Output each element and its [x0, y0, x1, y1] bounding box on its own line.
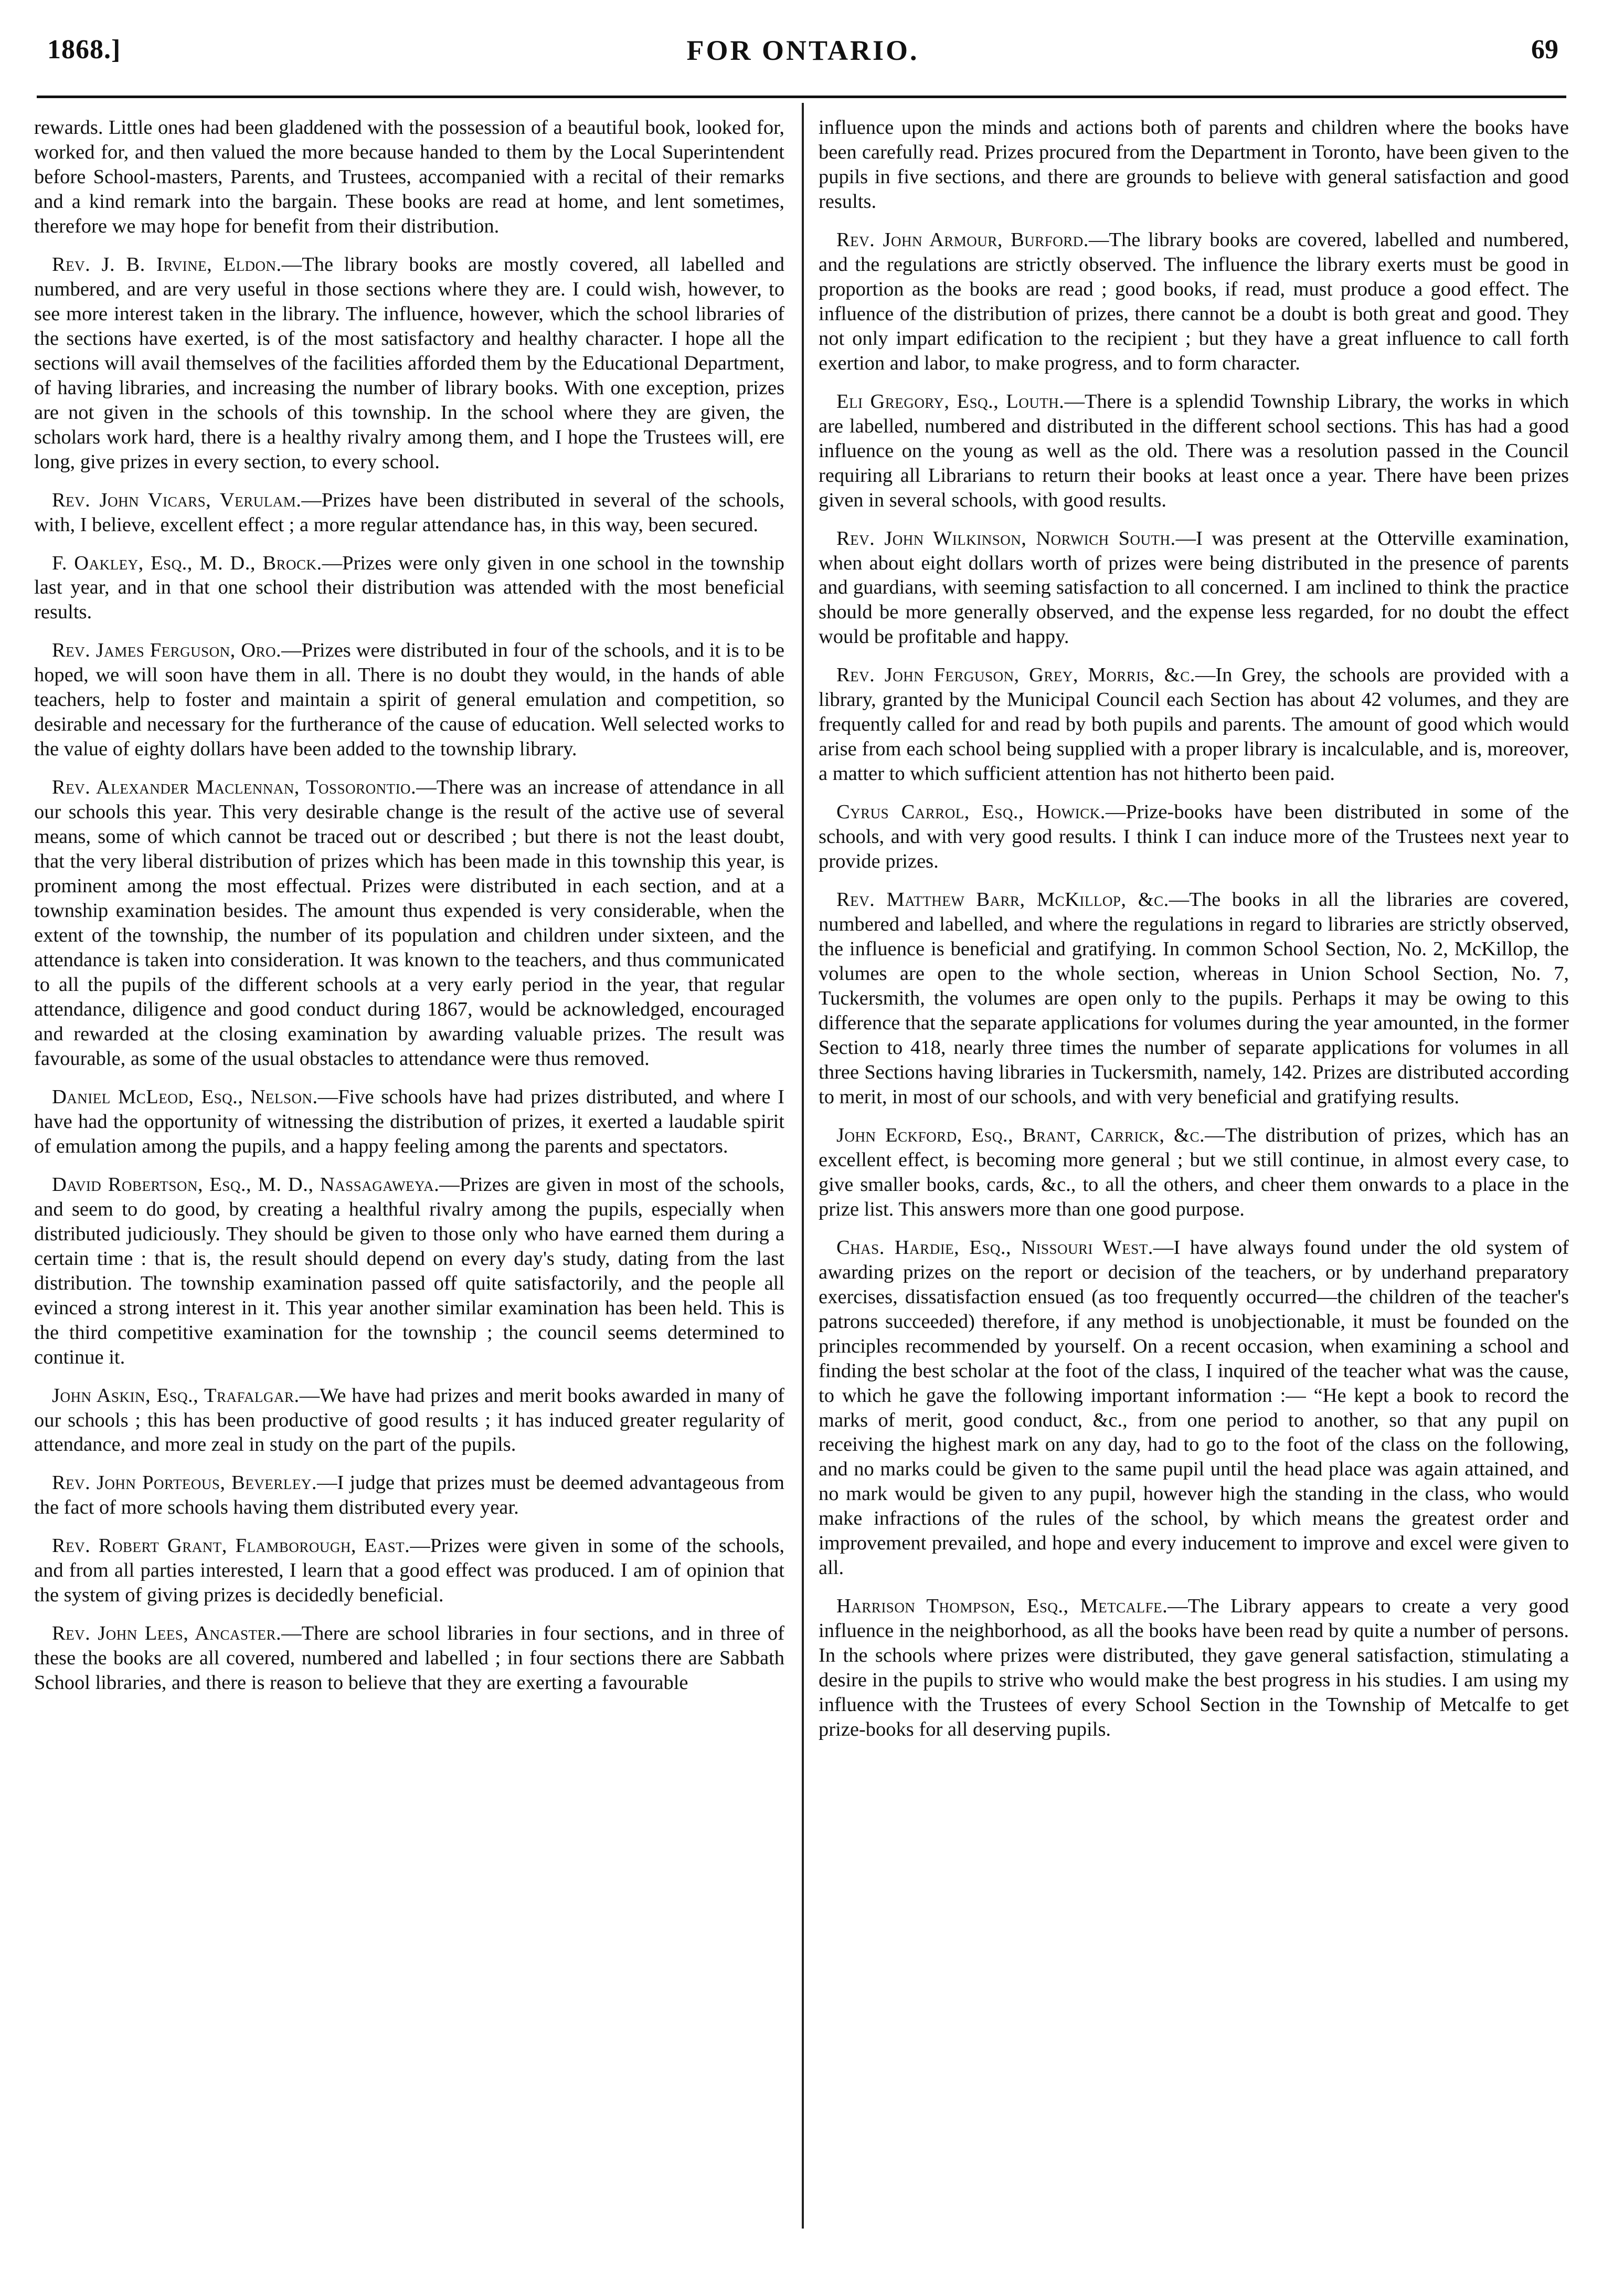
paragraph-text: —I have always found under the old system of awarding prizes on the report or decision of the teachers, or by underhand preparatory exercises, dissatisfaction ensued (as too frequently occurred—the children of the teacher's patrons succeeded) therefore, if any method is unobjectionable, it must be founded on the principles recommended by yourself. On a recent occasion, when examining a school and finding the best scholar at the foot of the class, I inquired of the teacher what was the cause, to which he gave the following important information :— “He kept a book to record the marks of merit, good conduct, &c., from one period to another, so that any pupil on receiving the highest mark on any day, had to go to the foot of the class on the following, and no marks could be given to the same pupil until the head place was again attained, and no mark would be given to any pupil, however high the standing in the class, who would make infractions of the rules of the school, by which means the greatest order and improvement prevailed, and hope and every inducement to improve and excel were given to all. [819, 1236, 1569, 1579]
left-column [34, 115, 784, 1709]
paragraph [34, 1534, 784, 1608]
paragraph-lead: Eli Gregory, Esq., Louth. [836, 390, 1065, 413]
paragraph-text: —I was present at the Otterville examination, when about eight dollars worth of prizes were being distributed in the presence of parents and guardians, with seeming satisfaction to all concerned. I am inclined to think the practice should be more generally observed, and the expense less regarded, for no doubt the effect would be profitable and happy. [819, 527, 1569, 648]
paragraph [34, 1173, 784, 1370]
paragraph [34, 1384, 784, 1458]
paragraph-text: —Prize-books have been distributed in some of the schools, and with very good results. I think I can induce more of the Trustees next year to provide prizes. [819, 801, 1569, 873]
header-page-number: 69 [1531, 35, 1558, 65]
paragraph-text: —Prizes were given in some of the schools, and from all parties interested, I learn that a good effect was produced. I am of opinion that the system of giving prizes is decidedly beneficial. [34, 1535, 784, 1607]
paragraph [34, 1621, 784, 1695]
paragraph-text: —The distribution of prizes, which has an excellent effect, is becoming more general ; but we still continue, in almost every case, to give smaller books, cards, &c., to all the others, and cheer them onwards to a place in the prize list. This answers more than one good purpose. [819, 1124, 1569, 1220]
paragraph [819, 115, 1569, 214]
header-rule [37, 96, 1566, 98]
paragraph [34, 638, 784, 762]
paragraph [819, 1123, 1569, 1222]
paragraph-text: —Prizes were distributed in four of the schools, and it is to be hoped, we will soon have them in all. There is no doubt they would, in the hands of able teachers, help to foster and maintain a spirit of general emulation and competition, so desirable and necessary for the furtherance of the cause of education. Well selected works to the value of eighty dollars have been added to the township library. [34, 639, 784, 761]
paragraph-text: —We have had prizes and merit books awarded in many of our schools ; this has been productive of good results ; it has induced greater regularity of attendance, and more zeal in study on the part of the pupils. [34, 1384, 784, 1456]
paragraph-lead: F. Oakley, Esq., M. D., Brock. [52, 552, 322, 574]
paragraph [819, 888, 1569, 1110]
paragraph-text: rewards. Little ones had been gladdened with the possession of a beautiful book, looked for, worked for, and then valued the more because handed to them by the Local Superintendent before School-masters, Parents, and Trustees, accompanied with a recital of their remarks and a kind remark into the bargain. These books are read at home, and lent sometimes, therefore we may hope for benefit from their distribution. [34, 117, 784, 237]
paragraph [819, 663, 1569, 786]
paragraph [819, 800, 1569, 874]
paragraph [819, 526, 1569, 650]
paragraph-lead: Rev. James Ferguson, Oro. [52, 639, 282, 662]
paragraph-lead: Harrison Thompson, Esq., Metcalfe. [836, 1595, 1168, 1618]
paragraph-text: —I judge that prizes must be deemed advantageous from the fact of more schools having them distributed every year. [34, 1472, 784, 1519]
paragraph [819, 228, 1569, 376]
paragraph-text: —Prizes have been distributed in several of the schools, with, I believe, excellent effect ; a more regular attendance has, in this way, been secured. [34, 489, 785, 536]
paragraph [819, 1594, 1569, 1742]
paragraph-lead: Rev. Robert Grant, Flamborough, East. [52, 1535, 410, 1557]
paragraph-text: —There is a splendid Township Library, the works in which are labelled, numbered and distributed in the different school sections. This has had a good influence on the young as well as the old. There was a resolution passed in the Council requiring all Librarians to return their books at least once a year. There have been prizes given in several schools, with good results. [819, 390, 1569, 511]
paragraph-lead: Rev. John Wilkinson, Norwich South. [836, 527, 1176, 550]
paragraph-lead: Rev. John Porteous, Beverley. [52, 1472, 317, 1494]
paragraph-lead: Rev. John Ferguson, Grey, Morris, &c. [836, 664, 1195, 687]
paragraph [819, 1236, 1569, 1581]
paragraph-lead: David Robertson, Esq., M. D., Nassagaweya. [52, 1173, 440, 1196]
header-year: 1868.] [47, 35, 121, 65]
paragraph-lead: John Eckford, Esq., Brant, Carrick, &c. [836, 1124, 1205, 1146]
paragraph-lead: Rev. Alexander Maclennan, Tossorontio. [52, 776, 417, 799]
paragraph [34, 115, 784, 239]
paragraph-text: —In Grey, the schools are provided with a library, granted by the Municipal Council each Section has about 42 volumes, and they are frequently called for and read by both pupils and parents. The amount of good which would arise from each school being supplied with a proper library is incalculable, and is, moreover, a matter to which sufficient attention has not hitherto been paid. [819, 664, 1569, 785]
paragraph-text: —There was an increase of attendance in all our schools this year. This very desirable change is the result of the active use of several means, some of which cannot be traced out or described ; but there is not the least doubt, that the very liberal distribution of prizes which has been made in this township this year, is prominent among the most effectual. Prizes were distributed in each section, and at a township examination besides. The amount thus expended is very considerable, when the extent of the township, the number of its population and children under sixteen, and the attendance is taken into consideration. It was known to the teachers, and thus communicated to all the pupils of the different schools at a very early period in the year, that regular attendance, diligence and good conduct during 1867, would be acknowledged, encouraged and rewarded at the closing examination by awarding valuable prizes. The result was favourable, as some of the usual obstacles to attendance were thus removed. [34, 776, 784, 1070]
paragraph-text: —The books in all the libraries are covered, numbered and labelled, and where the regulations in regard to libraries are strictly observed, the influence is beneficial and gratifying. In common School Section, No. 2, McKillop, the volumes are open to the whole section, whereas in Union School Section, No. 7, Tuckersmith, the volumes are open only to the pupils. Perhaps it may be owing to this difference that the separate applications for volumes during the year amounted, in the former Section to 418, nearly three times the number of separate applications for volumes in all three Sections having libraries in Tuckersmith, namely, 142. Prizes are distributed according to merit, in most of our schools, and with very beneficial and gratifying results. [819, 889, 1569, 1108]
paragraph-lead: Rev. John Vicars, Verulam. [52, 489, 302, 511]
header-title: FOR ONTARIO. [686, 35, 919, 66]
paragraph-text: —Prizes were only given in one school in the township last year, and in that one school their distribution was attended with the most beneficial results. [34, 552, 784, 624]
paragraph-lead: Chas. Hardie, Esq., Nissouri West. [836, 1236, 1153, 1259]
paragraph-text: —The Library appears to create a very good influence in the neighborhood, as all the books have been read by quite a number of persons. In the schools where prizes were distributed, they gave general satisfaction, stimulating a desire in the pupils to strive who would make the best progress in his studies. I am using my influence with the Trustees of every School Section in the Township of Metcalfe to get prize-books for all deserving pupils. [819, 1595, 1569, 1741]
paragraph-lead: John Askin, Esq., Trafalgar. [52, 1384, 300, 1407]
paragraph-lead: Daniel McLeod, Esq., Nelson. [52, 1085, 318, 1108]
paragraph [34, 775, 784, 1071]
paragraph-text: —The library books are mostly covered, all labelled and numbered, and are very useful in those sections where they are. I could wish, however, to see more interest taken in the library. The influence, however, which the school libraries of the sections have exerted, is of the most satisfactory and healthy character. I hope all the sections will avail themselves of the facilities afforded them by the Educational Department, of having libraries, and increasing the number of library books. With one exception, prizes are not given in the schools of this township. In the school where they are given, the scholars work hard, there is a healthy rivalry among them, and I hope the Trustees will, ere long, give prizes in every section, to every school. [34, 253, 784, 473]
paragraph-text: —Prizes are given in most of the schools, and seem to do good, by creating a healthful rivalry among the pupils, especially when distributed judiciously. They should be given to those only who have earned them during a certain time : that is, the result should depend on every day's study, dating from the last distribution. The township examination passed off quite satisfactorily, and the people all evinced a strong interest in it. This year another similar examination has been held. This is the third competitive examination for the township ; the council seems determined to continue it. [34, 1173, 784, 1368]
paragraph-lead: Cyrus Carrol, Esq., Howick. [836, 801, 1106, 823]
paragraph [819, 389, 1569, 513]
column-divider [802, 103, 804, 2229]
paragraph-text: —Five schools have had prizes distributed, and where I have had the opportunity of witnessing the distribution of prizes, it exerted a laudable spirit of emulation among the pupils, and a happy feeling among the parents and spectators. [34, 1085, 784, 1157]
paragraph-lead: Rev. John Armour, Burford. [836, 228, 1089, 251]
paragraph [34, 551, 784, 625]
paragraph-lead: Rev. J. B. Irvine, Eldon. [52, 253, 282, 276]
paragraph [34, 252, 784, 474]
paragraph-lead: Rev. Matthew Barr, McKillop, &c. [836, 889, 1169, 911]
paragraph-text: —The library books are covered, labelled and numbered, and the regulations are strictly observed. The influence the library exerts must be good in proportion as the books are read ; good books, if read, must produce a good effect. The influence of the distribution of prizes, there cannot be a doubt is both great and good. They not only impart edification to the recipient ; but they have a great influence to call forth exertion and labor, to make progress, and to form character. [819, 228, 1569, 374]
paragraph-text: —There are school libraries in four sections, and in three of these the books are all covered, numbered and labelled ; in four sections there are Sabbath School libraries, and there is reason to believe that they are exerting a favourable [34, 1622, 784, 1694]
running-head [47, 34, 1558, 71]
paragraph [34, 1085, 784, 1159]
paragraph-lead: Rev. John Lees, Ancaster. [52, 1622, 282, 1645]
paragraph [34, 488, 784, 537]
right-column [819, 115, 1569, 1756]
paragraph-text: influence upon the minds and actions both of parents and children where the books have been carefully read. Prizes procured from the Department in Toronto, have been given to the pupils in five sections, and there are grounds to believe with general satisfaction and good results. [819, 117, 1569, 213]
paragraph [34, 1471, 784, 1520]
